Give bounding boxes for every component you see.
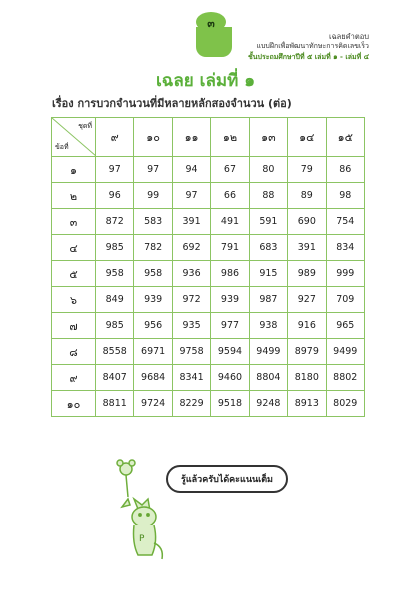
answer-cell: 9460 (211, 365, 249, 391)
answer-cell: 391 (288, 235, 326, 261)
table-row (52, 287, 365, 313)
answer-cell: 956 (134, 313, 172, 339)
answer-cell: 972 (172, 287, 210, 313)
answer-cell: 79 (288, 157, 326, 183)
answer-cell: 999 (326, 261, 364, 287)
svg-text:P: P (139, 534, 145, 544)
column-header-set: ๑๒ (211, 118, 249, 157)
corner-set-label: ชุดที่ (78, 122, 92, 130)
table-row (52, 391, 365, 417)
answer-cell: 986 (211, 261, 249, 287)
answer-cell: 8979 (288, 339, 326, 365)
answer-cell: 9248 (249, 391, 287, 417)
answer-cell: 791 (211, 235, 249, 261)
row-header-item: ๕ (52, 261, 96, 287)
answer-cell: 8811 (96, 391, 134, 417)
speech-bubble-text: รู้แล้วครับได้คะแนนเต็ม (181, 475, 273, 485)
answer-cell: 97 (172, 183, 210, 209)
answer-cell: 98 (326, 183, 364, 209)
answer-cell: 88 (249, 183, 287, 209)
answer-cell: 99 (134, 183, 172, 209)
answer-cell: 9499 (249, 339, 287, 365)
answer-cell: 849 (96, 287, 134, 313)
answer-cell: 80 (249, 157, 287, 183)
answer-cell: 683 (249, 235, 287, 261)
header-book-title: แบบฝึกเพื่อพัฒนาทักษะการคิดเลขเร็ว (256, 42, 369, 50)
answer-cell: 67 (211, 157, 249, 183)
answer-cell: 915 (249, 261, 287, 287)
answer-cell: 391 (172, 209, 210, 235)
table-row (52, 313, 365, 339)
column-header-set: ๙ (96, 118, 134, 157)
answer-cell: 591 (249, 209, 287, 235)
row-header-item: ๔ (52, 235, 96, 261)
answer-cell: 9724 (134, 391, 172, 417)
row-header-item: ๑ (52, 157, 96, 183)
answer-cell: 985 (96, 313, 134, 339)
answer-cell: 8804 (249, 365, 287, 391)
answer-cell: 9594 (211, 339, 249, 365)
row-header-item: ๗ (52, 313, 96, 339)
header-grade-volumes: ชั้นประถมศึกษาปีที่ ๕ เล่มที่ ๑ - เล่มที่ ๔ (247, 53, 369, 61)
column-header-set: ๑๐ (134, 118, 172, 157)
answer-cell: 9499 (326, 339, 364, 365)
answer-cell: 754 (326, 209, 364, 235)
row-header-item: ๖ (52, 287, 96, 313)
answer-cell: 958 (96, 261, 134, 287)
answer-cell: 89 (288, 183, 326, 209)
answer-cell: 989 (288, 261, 326, 287)
answer-cell: 692 (172, 235, 210, 261)
column-header-set: ๑๕ (326, 118, 364, 157)
table-corner-cell (52, 118, 96, 157)
answer-cell: 491 (211, 209, 249, 235)
answer-cell: 86 (326, 157, 364, 183)
answer-cell: 939 (211, 287, 249, 313)
answer-cell: 66 (211, 183, 249, 209)
answer-cell: 8913 (288, 391, 326, 417)
row-header-item: ๓ (52, 209, 96, 235)
table-row (52, 209, 365, 235)
table-header-row (52, 118, 365, 157)
page-subtitle: เรื่อง การบวกจำนวนที่มีหลายหลักสองจำนวน (ต่อ) (52, 97, 292, 110)
answer-cell: 8029 (326, 391, 364, 417)
answer-cell: 938 (249, 313, 287, 339)
answer-cell: 9684 (134, 365, 172, 391)
answer-cell: 977 (211, 313, 249, 339)
corner-item-label: ข้อที่ (55, 143, 69, 151)
table-row (52, 261, 365, 287)
cat-mascot-illustration (108, 455, 168, 565)
answer-cell: 9518 (211, 391, 249, 417)
answer-cell: 6971 (134, 339, 172, 365)
answer-cell: 97 (134, 157, 172, 183)
answer-cell: 834 (326, 235, 364, 261)
answer-cell: 94 (172, 157, 210, 183)
answer-cell: 936 (172, 261, 210, 287)
column-header-set: ๑๓ (249, 118, 287, 157)
answer-cell: 916 (288, 313, 326, 339)
answer-cell: 709 (326, 287, 364, 313)
answer-cell: 583 (134, 209, 172, 235)
page-number-badge (196, 12, 226, 32)
answer-cell: 985 (96, 235, 134, 261)
answer-cell: 965 (326, 313, 364, 339)
answer-cell: 9758 (172, 339, 210, 365)
answer-cell: 935 (172, 313, 210, 339)
answer-cell: 8802 (326, 365, 364, 391)
answer-cell: 97 (96, 157, 134, 183)
table-row (52, 365, 365, 391)
answer-cell: 939 (134, 287, 172, 313)
row-header-item: ๘ (52, 339, 96, 365)
answer-table (51, 117, 365, 417)
speech-bubble (166, 465, 288, 493)
answer-cell: 958 (134, 261, 172, 287)
answer-cell: 96 (96, 183, 134, 209)
answer-cell: 8558 (96, 339, 134, 365)
answer-cell: 8229 (172, 391, 210, 417)
answer-cell: 8341 (172, 365, 210, 391)
row-header-item: ๒ (52, 183, 96, 209)
page-title: เฉลย เล่มที่ ๑ (155, 71, 256, 91)
column-header-set: ๑๔ (288, 118, 326, 157)
answer-cell: 987 (249, 287, 287, 313)
column-header-set: ๑๑ (172, 118, 210, 157)
table-row (52, 339, 365, 365)
answer-cell: 872 (96, 209, 134, 235)
answer-cell: 927 (288, 287, 326, 313)
row-header-item: ๙ (52, 365, 96, 391)
table-row (52, 235, 365, 261)
page-number: ๓ (207, 17, 215, 30)
answer-cell: 8407 (96, 365, 134, 391)
table-row (52, 183, 365, 209)
answer-cell: 782 (134, 235, 172, 261)
row-header-item: ๑๐ (52, 391, 96, 417)
answer-cell: 8180 (288, 365, 326, 391)
table-row (52, 157, 365, 183)
header-answer-key-label: เฉลยคำตอบ (328, 32, 369, 41)
answer-cell: 690 (288, 209, 326, 235)
